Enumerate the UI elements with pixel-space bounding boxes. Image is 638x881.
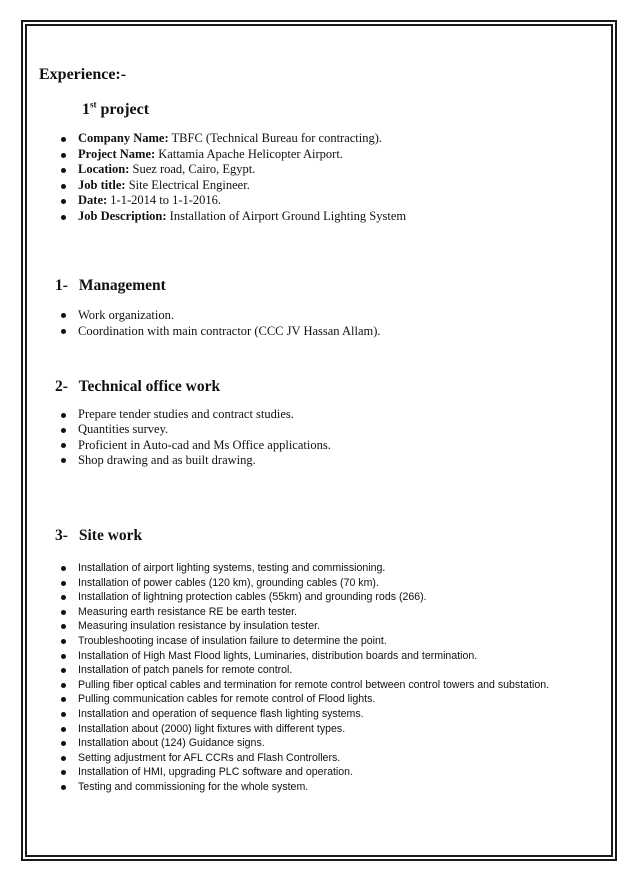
section-heading-site-work [55, 527, 142, 545]
list-item: Installation of airport lighting systems, testing and commissioning. [59, 561, 549, 576]
list-item: Measuring insulation resistance by insulation tester. [59, 619, 549, 634]
list-item: Setting adjustment for AFL CCRs and Flash Controllers. [59, 751, 549, 766]
list-item: Shop drawing and as built drawing. [59, 453, 331, 468]
project-word: project [100, 101, 150, 118]
detail-label: Company Name: [78, 131, 169, 145]
list-item: Testing and commissioning for the whole system. [59, 780, 549, 795]
list-item: Installation of HMI, upgrading PLC software and operation. [59, 765, 549, 780]
detail-label: Project Name: [78, 146, 156, 161]
list-item: Installation of patch panels for remote control. [59, 663, 549, 678]
list-item [59, 209, 406, 225]
experience-heading: Experience:- [39, 66, 127, 83]
list-item: Installation about (2000) light fixtures with different types. [59, 722, 549, 737]
detail-value: TBFC (Technical Bureau for contracting). [171, 131, 383, 145]
project-details-list [59, 131, 406, 225]
list-item: Measuring earth resistance RE be earth tester. [59, 605, 549, 620]
detail-value: Suez road, Cairo, Egypt. [132, 162, 256, 177]
list-item: Quantities survey. [59, 422, 331, 437]
section-number: 2- [55, 378, 68, 395]
section-heading-technical-office [55, 378, 220, 396]
detail-value: Site Electrical Engineer. [128, 177, 250, 192]
list-item: Work organization. [59, 307, 381, 323]
list-item: Pulling communication cables for remote control of Flood lights. [59, 692, 549, 707]
section-title: Site work [78, 527, 143, 544]
list-item: Proficient in Auto-cad and Ms Office applications. [59, 438, 331, 453]
detail-value: Installation of Airport Ground Lighting System [169, 208, 407, 223]
list-item: Installation about (124) Guidance signs. [59, 736, 549, 751]
project-ordinal-suffix: st [90, 99, 97, 110]
section-title: Technical office work [78, 378, 221, 395]
list-item [59, 131, 406, 147]
detail-value: Kattamia Apache Helicopter Airport. [158, 146, 343, 161]
list-item: Troubleshooting incase of insulation failure to determine the point. [59, 634, 549, 649]
detail-label: Job Description: [78, 208, 167, 223]
list-item: Installation and operation of sequence flash lighting systems. [59, 707, 549, 722]
list-item: Prepare tender studies and contract studies. [59, 407, 331, 422]
list-item [59, 162, 406, 178]
section-number: 1- [55, 277, 68, 294]
detail-label: Date: [78, 193, 108, 208]
list-item [59, 178, 406, 194]
list-item: Installation of power cables (120 km), grounding cables (70 km). [59, 576, 549, 591]
site-work-list [59, 561, 549, 795]
list-item: Pulling fiber optical cables and termination for remote control between control towers and substation. [59, 678, 549, 693]
project-heading [82, 101, 149, 119]
list-item: Coordination with main contractor (CCC JV Hassan Allam). [59, 323, 381, 339]
section-number: 3- [55, 527, 68, 544]
list-item: Installation of High Mast Flood lights, Luminaries, distribution boards and termination. [59, 649, 549, 664]
detail-value: 1-1-2014 to 1-1-2016. [110, 193, 222, 208]
section-heading-management [55, 277, 166, 295]
detail-label: Location: [78, 162, 130, 177]
list-item [59, 193, 406, 209]
detail-label: Job title: [78, 177, 126, 192]
section-title: Management [78, 277, 166, 294]
list-item [59, 147, 406, 163]
list-item: Installation of lightning protection cables (55km) and grounding rods (266). [59, 590, 549, 605]
management-list [59, 307, 381, 339]
project-number: 1 [82, 101, 90, 118]
technical-office-list [59, 407, 331, 468]
